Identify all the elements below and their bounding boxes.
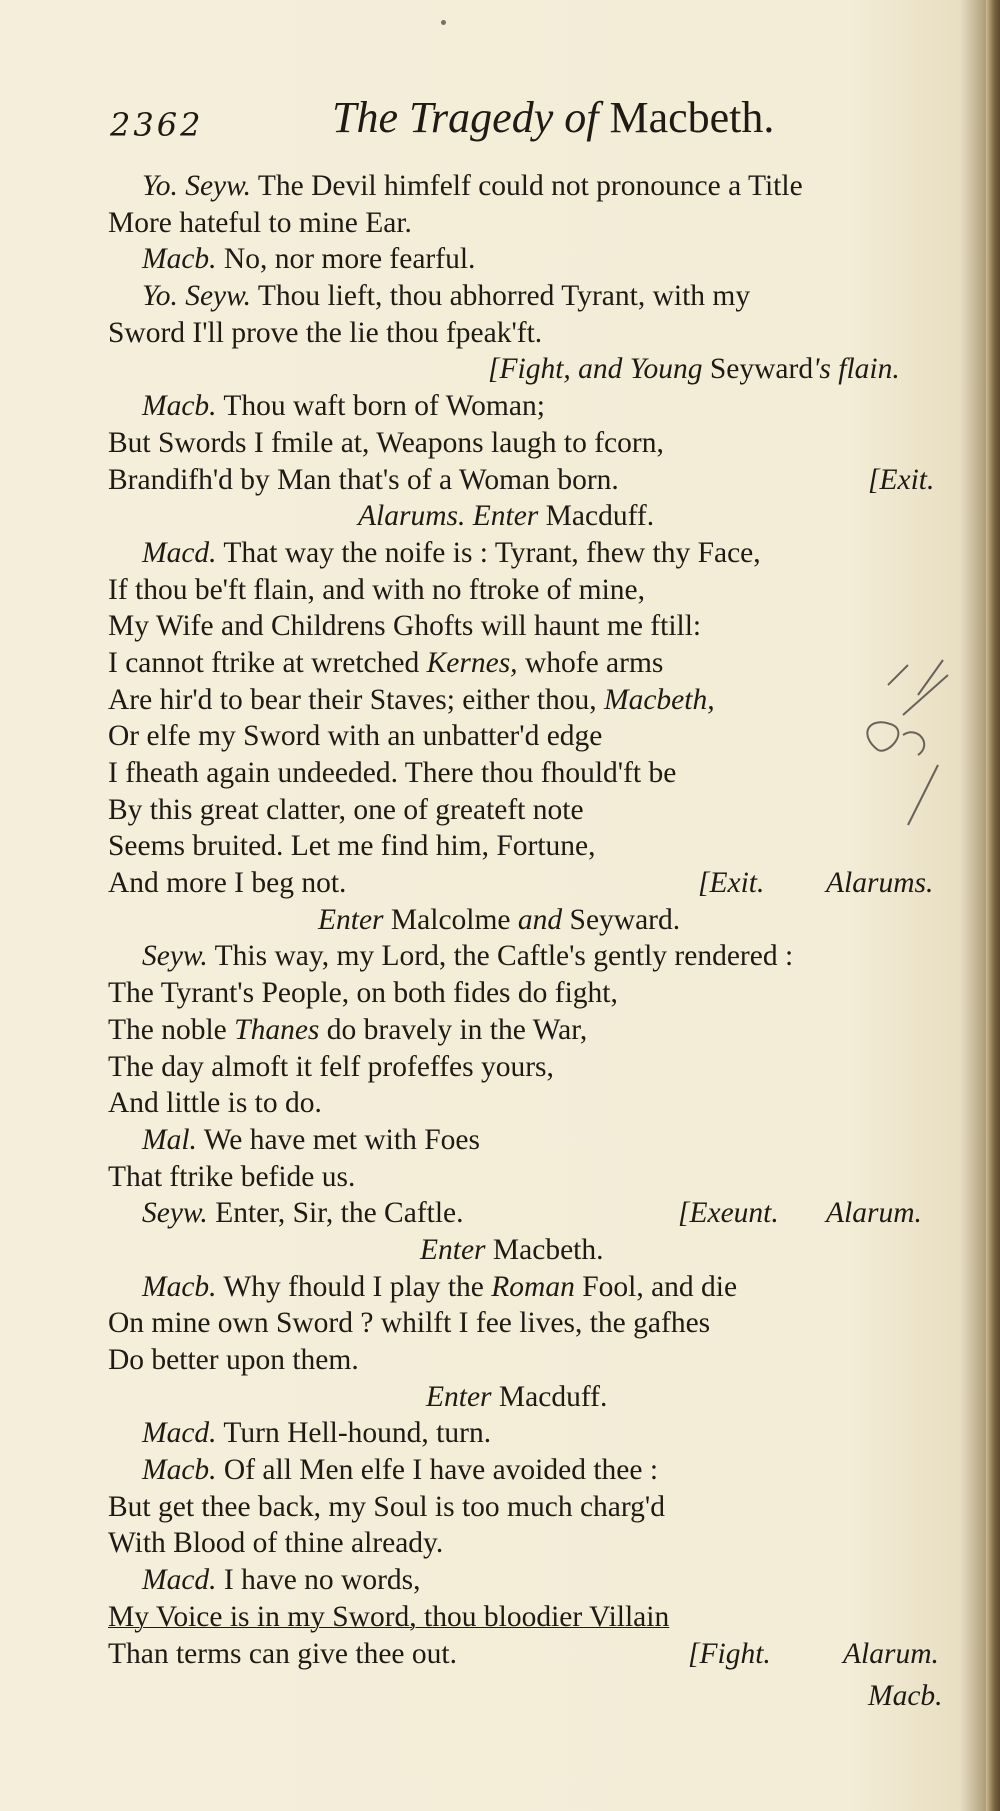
line-text: But get thee back, my Soul is too much charg'd xyxy=(108,1490,665,1523)
character-name: Macbeth. xyxy=(485,1233,604,1266)
line-text: Turn Hell-hound, turn. xyxy=(216,1417,492,1450)
text-line xyxy=(108,278,968,315)
direction-text: Alarums. Enter xyxy=(358,500,539,533)
page-number: 2362 xyxy=(110,106,204,144)
text-line xyxy=(108,1305,968,1342)
line-text: Are hir'd to bear their Staves; either thou, xyxy=(108,683,597,716)
text-line xyxy=(108,1636,968,1673)
line-text: By this great clatter, one of greateft note xyxy=(108,793,584,826)
line-text: Brandifh'd by Man that's of a Woman born. xyxy=(108,463,619,496)
text-line xyxy=(108,1122,968,1159)
line-text: Than terms can give thee out. xyxy=(108,1637,457,1670)
direction-text: Enter xyxy=(318,903,384,936)
text-line xyxy=(108,1269,968,1306)
line-text: Seems bruited. Let me find him, Fortune, xyxy=(108,830,596,863)
text-line xyxy=(108,1085,968,1122)
line-text: do bravely in the War, xyxy=(319,1013,588,1046)
line-text: I fheath again undeeded. There thou fhould'ft be xyxy=(108,757,677,789)
speaker: Macd. xyxy=(142,1417,217,1450)
text-line xyxy=(108,828,968,865)
stage-direction xyxy=(108,1379,968,1416)
direction-text: Enter xyxy=(426,1380,492,1413)
line-text: Enter, Sir, the Caftle. xyxy=(207,1197,464,1230)
line-text: And little is to do. xyxy=(108,1087,322,1120)
alarum-direction: Alarums. xyxy=(826,867,934,900)
direction-text: Enter xyxy=(420,1233,486,1266)
running-title xyxy=(332,92,774,143)
character-name: Macduff. xyxy=(491,1380,608,1413)
speaker: Macd. xyxy=(142,1564,217,1597)
alarum-direction: Alarum. xyxy=(826,1197,922,1230)
text-line xyxy=(108,792,968,829)
text-line xyxy=(108,388,968,425)
stage-direction xyxy=(108,1232,968,1269)
text-line xyxy=(108,1562,968,1599)
speaker: Macd. xyxy=(142,536,217,569)
stage-direction xyxy=(108,351,968,388)
text-line xyxy=(108,425,968,462)
text-line xyxy=(108,241,968,278)
text-line xyxy=(108,1342,968,1379)
line-text: The Tyrant's People, on both fides do fight, xyxy=(108,977,618,1010)
emphasis: Roman xyxy=(483,1270,575,1303)
text-line xyxy=(108,205,968,242)
page-edge xyxy=(986,0,1000,1811)
line-text: Of all Men elfe I have avoided thee : xyxy=(216,1454,659,1487)
line-text: My Voice is in my Sword, thou bloodier Villain xyxy=(108,1600,670,1633)
line-text: That way the noife is : Tyrant, fhew thy Face, xyxy=(216,536,761,569)
title-roman: Macbeth. xyxy=(609,93,775,142)
line-text: But Swords I fmile at, Weapons laugh to fcorn, xyxy=(108,426,664,459)
text-line xyxy=(108,1159,968,1196)
text-line xyxy=(108,718,968,755)
line-text: More hateful to mine Ear. xyxy=(108,206,412,239)
speaker: Seyw. xyxy=(142,1197,208,1230)
line-text: If thou be'ft flain, and with no ftroke of mine, xyxy=(108,573,645,606)
text-line xyxy=(108,1489,968,1526)
character-name: Malcolme xyxy=(383,903,511,936)
line-text: We have met with Foes xyxy=(196,1123,480,1156)
exeunt-direction: [Exeunt. xyxy=(678,1197,779,1230)
text-line xyxy=(108,1599,968,1636)
text-line xyxy=(108,975,968,1012)
line-text: The noble xyxy=(108,1013,227,1046)
line-text: I cannot ftrike at wretched xyxy=(108,646,420,679)
alarum-direction: Alarum. xyxy=(843,1637,939,1670)
direction-text: and xyxy=(510,903,563,936)
text-line xyxy=(108,1195,968,1232)
line-text: Or elfe my Sword with an unbatter'd edge xyxy=(108,720,603,753)
running-header xyxy=(110,92,830,162)
line-text: That ftrike befide us. xyxy=(108,1160,356,1193)
stage-direction xyxy=(108,498,968,535)
character-name: Seyward. xyxy=(562,903,681,936)
line-text: The day almoft it felf profeffes yours, xyxy=(108,1050,554,1083)
speaker: Macb. xyxy=(142,390,217,423)
line-text: No, nor more fearful. xyxy=(216,243,476,276)
fight-direction: [Fight. xyxy=(688,1637,771,1670)
catchword: Macb. xyxy=(868,1680,943,1712)
text-line xyxy=(108,938,968,975)
line-text: whofe arms xyxy=(517,646,664,679)
exit-direction: [Exit. xyxy=(698,867,765,900)
line-text: Do better upon them. xyxy=(108,1344,359,1376)
pencil-annotation xyxy=(848,655,978,835)
speaker: Yo. Seyw. xyxy=(142,280,251,313)
speaker: Macb. xyxy=(142,1454,217,1487)
emphasis: Kernes, xyxy=(419,646,518,679)
character-name: Macduff. xyxy=(538,500,655,533)
text-line xyxy=(108,645,968,682)
speaker: Mal. xyxy=(142,1123,197,1156)
speaker: Yo. Seyw. xyxy=(142,170,251,202)
speaker: Macb. xyxy=(142,1270,217,1303)
line-text: Fool, and die xyxy=(574,1270,738,1303)
emphasis: Macbeth, xyxy=(596,683,715,716)
line-text: Sword I'll prove the lie thou fpeak'ft. xyxy=(108,316,543,349)
text-line xyxy=(108,1452,968,1489)
text-line xyxy=(108,1525,968,1562)
line-text: Why fhould I play the xyxy=(216,1270,484,1303)
line-text: Thou waft born of Woman; xyxy=(216,390,545,423)
text-line xyxy=(108,755,968,792)
line-text: The Devil himfelf could not pronounce a Title xyxy=(251,170,803,202)
text-line xyxy=(108,1415,968,1452)
line-text: And more I beg not. xyxy=(108,867,347,900)
speaker: Seyw. xyxy=(142,940,208,973)
text-line xyxy=(108,1012,968,1049)
line-text: Thou lieft, thou abhorred Tyrant, with my xyxy=(251,280,751,313)
title-italic: The Tragedy of xyxy=(332,93,599,142)
character-name: Seyward xyxy=(702,353,814,386)
line-text: This way, my Lord, the Caftle's gently rendered : xyxy=(207,940,794,973)
text-line xyxy=(108,865,968,902)
direction-text: 's flain. xyxy=(813,353,900,386)
text-line xyxy=(108,535,968,572)
text-line xyxy=(108,168,968,205)
play-text xyxy=(108,168,968,1672)
line-text: My Wife and Childrens Ghofts will haunt me ftill: xyxy=(108,610,702,643)
text-line xyxy=(108,462,968,499)
page-mark xyxy=(441,20,446,25)
line-text: I have no words, xyxy=(216,1564,421,1597)
stage-direction xyxy=(108,902,968,939)
text-line xyxy=(108,315,968,352)
text-line xyxy=(108,682,968,719)
text-line xyxy=(108,572,968,609)
text-line xyxy=(108,608,968,645)
speaker: Macb. xyxy=(142,243,217,276)
line-text: With Blood of thine already. xyxy=(108,1527,444,1560)
direction-text: [Fight, and Young xyxy=(488,353,703,386)
text-line xyxy=(108,1049,968,1086)
exit-direction: [Exit. xyxy=(868,463,935,496)
emphasis: Thanes xyxy=(226,1013,320,1046)
line-text: On mine own Sword ? whilft I fee lives, the gafhes xyxy=(108,1307,711,1340)
